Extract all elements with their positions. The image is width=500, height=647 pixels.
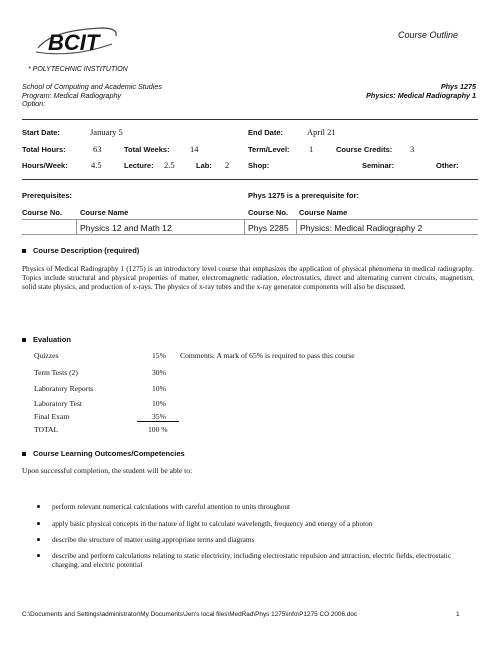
other-label: Other: xyxy=(436,161,459,170)
footer-page-number: 1 xyxy=(456,611,460,618)
bullet-icon xyxy=(37,538,40,541)
prereq-for-course-no: Phys 2285 xyxy=(248,223,289,233)
outcome-text: describe the structure of matter using appropriate terms and diagrams xyxy=(52,535,255,544)
outcomes-intro: Upon successful completion, the student will be able to: xyxy=(22,466,193,475)
evaluation-item-name: Laboratory Reports xyxy=(34,384,94,393)
lecture-value: 2.5 xyxy=(164,160,175,170)
evaluation-heading: Evaluation xyxy=(22,335,71,344)
term-level-value: 1 xyxy=(309,144,314,154)
total-hours-label: Total Hours: xyxy=(22,145,66,154)
evaluation-item-name: Final Exam xyxy=(34,412,70,421)
header-divider xyxy=(22,119,478,120)
start-date-label: Start Date: xyxy=(22,128,60,137)
doc-type: Course Outline xyxy=(398,30,459,40)
hours-week-value: 4.5 xyxy=(91,160,102,170)
prereq-table-line xyxy=(244,219,245,234)
course-code: Phys 1275 xyxy=(440,82,476,91)
program-name: Program: Medical Radiography xyxy=(22,90,122,100)
lab-label: Lab: xyxy=(196,161,212,170)
outcome-text: perform relevant numerical calculations with careful attention to units throughout xyxy=(52,502,291,511)
evaluation-item-name: Term Tests (2) xyxy=(34,368,78,377)
hours-week-label: Hours/Week: xyxy=(22,161,68,170)
total-hours-value: 63 xyxy=(93,144,102,154)
evaluation-item-pct: 10% xyxy=(152,399,166,408)
description-text: Physics of Medical Radiography 1 (1275) is an introductory level course that emphasizes the application of physical phenomena in medical radiography. Topics include structural and physical properties of matter, electromagnetic radiation, electrostatics, direct and alternating current circuits, magnetism, solid state physics, and production of x-rays. The physics of x-ray tubes and the x-ray generator components will also be discussed. xyxy=(22,264,474,292)
shop-label: Shop: xyxy=(248,161,270,170)
total-weeks-value: 14 xyxy=(190,144,199,154)
prereq-for-title: Phys 1275 is a prerequisite for: xyxy=(248,191,359,200)
end-date-value: April 21 xyxy=(307,127,336,137)
details-divider xyxy=(22,179,478,180)
prereq-table-line xyxy=(22,219,478,220)
outcomes-heading: Course Learning Outcomes/Competencies xyxy=(22,449,185,458)
bullet-icon xyxy=(37,505,40,508)
lab-value: 2 xyxy=(225,160,230,170)
evaluation-item-name: Quizzes xyxy=(34,351,59,360)
evaluation-item-pct: 15% xyxy=(152,351,166,360)
prereq-course-name-header: Course Name xyxy=(80,208,129,217)
footer-file-path: C:\Documents and Settings\administrator\My Documents\Jen's local files\MedRad\Phys 1275\info\P1275 CO 2006.doc xyxy=(22,611,358,618)
evaluation-item-name: Laboratory Test xyxy=(34,399,83,408)
institution-tagline: * POLYTECHNIC INSTITUTION xyxy=(28,66,128,73)
start-date-value: January 5 xyxy=(90,127,123,137)
course-credits-label: Course Credits: xyxy=(336,145,393,154)
lecture-label: Lecture: xyxy=(124,161,154,170)
prereq-course-name: Physics 12 and Math 12 xyxy=(80,223,172,233)
prereq-table-line xyxy=(22,234,478,235)
evaluation-comments: Comments: A mark of 65% is required to pass this course xyxy=(180,351,355,360)
bullet-icon xyxy=(37,554,40,557)
total-weeks-label: Total Weeks: xyxy=(124,145,170,154)
seminar-label: Seminar: xyxy=(362,161,395,170)
prereq-for-course-name-header: Course Name xyxy=(299,208,348,217)
course-credits-value: 3 xyxy=(410,144,415,154)
outcome-text: describe and perform calculations relating to static electricity, including electrostatic repulsion and attraction, electric fields, electrostatic charging, and electric potential xyxy=(52,551,452,569)
course-title: Physics: Medical Radiography 1 xyxy=(366,90,476,100)
description-heading: Course Description (required) xyxy=(22,246,139,255)
prereq-for-course-no-header: Course No. xyxy=(248,208,289,217)
outcome-text: apply basic physical concepts in the nature of light to calculate wavelength, frequency and energy of a photon xyxy=(52,519,373,528)
option-label: Option: xyxy=(22,99,46,108)
prereq-for-course-name: Physics: Medical Radiography 2 xyxy=(300,223,423,233)
prereq-table-line xyxy=(76,219,77,234)
prereq-table-line xyxy=(296,219,297,234)
evaluation-item-pct: 10% xyxy=(152,384,166,393)
evaluation-item-pct: 30% xyxy=(152,368,166,377)
school-name: School of Computing and Academic Studies xyxy=(22,82,162,91)
evaluation-item-pct: 35% xyxy=(152,412,166,421)
bullet-icon xyxy=(37,522,40,525)
prereq-course-no-header: Course No. xyxy=(22,208,63,217)
total-underline xyxy=(137,421,179,422)
end-date-label: End Date: xyxy=(248,128,284,137)
term-level-label: Term/Level: xyxy=(248,145,290,154)
evaluation-total-pct: 100 % xyxy=(148,425,168,434)
bcit-logo xyxy=(32,22,122,62)
prereq-title: Prerequisites: xyxy=(22,191,73,200)
evaluation-total-label: TOTAL xyxy=(34,425,59,434)
svg-text:BCIT: BCIT xyxy=(48,30,100,55)
